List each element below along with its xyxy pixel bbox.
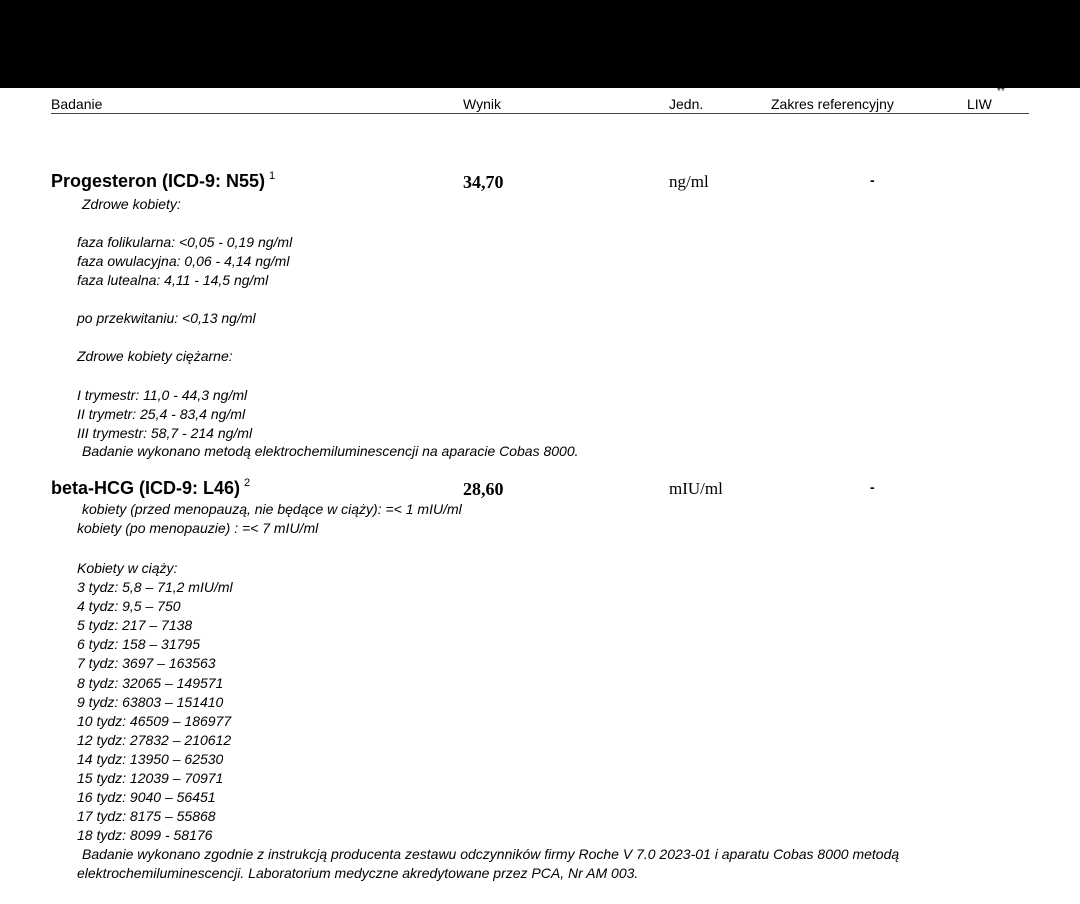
week-range-line: 15 tydz: 12039 – 70971 [77, 770, 224, 787]
reference-range-beta-hcg: - [870, 479, 875, 495]
week-range-line: 5 tydz: 217 – 7138 [77, 617, 193, 634]
column-header-jedn: Jedn. [669, 96, 704, 112]
week-range-line: 4 tydz: 9,5 – 750 [77, 598, 181, 615]
week-range-line: 3 tydz: 5,8 – 71,2 mIU/ml [77, 579, 233, 596]
method-note-progesteron: Badanie wykonano metodą elektrochemiluminescencji na aparacie Cobas 8000. [82, 443, 579, 459]
column-header-badanie: Badanie [51, 96, 103, 112]
week-range-line: 7 tydz: 3697 – 163563 [77, 655, 216, 672]
range-line: faza owulacyjna: 0,06 - 4,14 ng/ml [77, 253, 290, 270]
range-line: faza folikularna: <0,05 - 0,19 ng/ml [77, 234, 293, 250]
test-name-beta-hcg [51, 478, 250, 499]
column-header-zakres: Zakres referencyjny [771, 96, 894, 112]
liw-superscript: ** [997, 86, 1005, 97]
week-range-line: 9 tydz: 63803 – 151410 [77, 693, 224, 710]
test-name-progesteron [51, 171, 275, 192]
column-header-liw: LIW [967, 96, 992, 112]
footnote-marker: 2 [244, 477, 251, 489]
week-range-line: Kobiety w ciąży: [77, 560, 178, 576]
header-divider [51, 113, 1029, 114]
week-range-line: 12 tydz: 27832 – 210612 [77, 731, 232, 748]
range-line: I trymestr: 11,0 - 44,3 ng/ml [77, 387, 248, 403]
week-range-line: 14 tydz: 13950 – 62530 [77, 750, 224, 767]
result-value-progesteron: 34,70 [463, 172, 504, 192]
week-range-line: 10 tydz: 46509 – 186977 [77, 712, 232, 729]
range-premenopause: kobiety (przed menopauzą, nie będące w ciąży): =< 1 mIU/ml [82, 501, 462, 517]
unit-progesteron: ng/ml [669, 172, 709, 191]
method-note-beta-hcg-line1: Badanie wykonano zgodnie z instrukcją producenta zestawu odczynników firmy Roche V 7.0 2023-01 i aparatu Cobas 8000 metodą [82, 846, 900, 862]
week-range-line: 6 tydz: 158 – 31795 [77, 636, 200, 653]
week-range-line: 8 tydz: 32065 – 149571 [77, 674, 224, 691]
week-range-line: 17 tydz: 8175 – 55868 [77, 808, 216, 825]
range-postmenopause-hcg: kobiety (po menopauzie) : =< 7 mIU/ml [77, 520, 319, 536]
range-line: faza lutealna: 4,11 - 14,5 ng/ml [77, 272, 269, 289]
pregnancy-week-ranges [77, 559, 233, 845]
method-note-beta-hcg-line2: elektrochemiluminescencji. Laboratorium medyczne akredytowane przez PCA, Nr AM 003. [77, 865, 639, 881]
reference-range-progesteron: - [870, 172, 875, 188]
week-range-line: 16 tydz: 9040 – 56451 [77, 789, 216, 806]
footnote-marker: 1 [269, 170, 276, 182]
result-value-beta-hcg: 28,60 [463, 479, 504, 499]
subheading-pregnant-women: Zdrowe kobiety ciężarne: [77, 348, 233, 364]
top-black-bar [0, 0, 1080, 88]
unit-beta-hcg: mIU/ml [669, 479, 723, 498]
range-line: II trymetr: 25,4 - 83,4 ng/ml [77, 406, 246, 423]
trimester-ranges [77, 386, 252, 443]
test-name-text: Progesteron (ICD-9: N55) [51, 171, 266, 191]
range-line: III trymestr: 58,7 - 214 ng/ml [77, 425, 253, 442]
week-range-line: 18 tydz: 8099 - 58176 [77, 827, 213, 844]
phase-ranges [77, 233, 292, 290]
subheading-healthy-women: Zdrowe kobiety: [82, 196, 181, 212]
range-postmenopause: po przekwitaniu: <0,13 ng/ml [77, 310, 256, 326]
column-header-wynik: Wynik [463, 96, 501, 112]
test-name-text: beta-HCG (ICD-9: L46) [51, 478, 241, 498]
